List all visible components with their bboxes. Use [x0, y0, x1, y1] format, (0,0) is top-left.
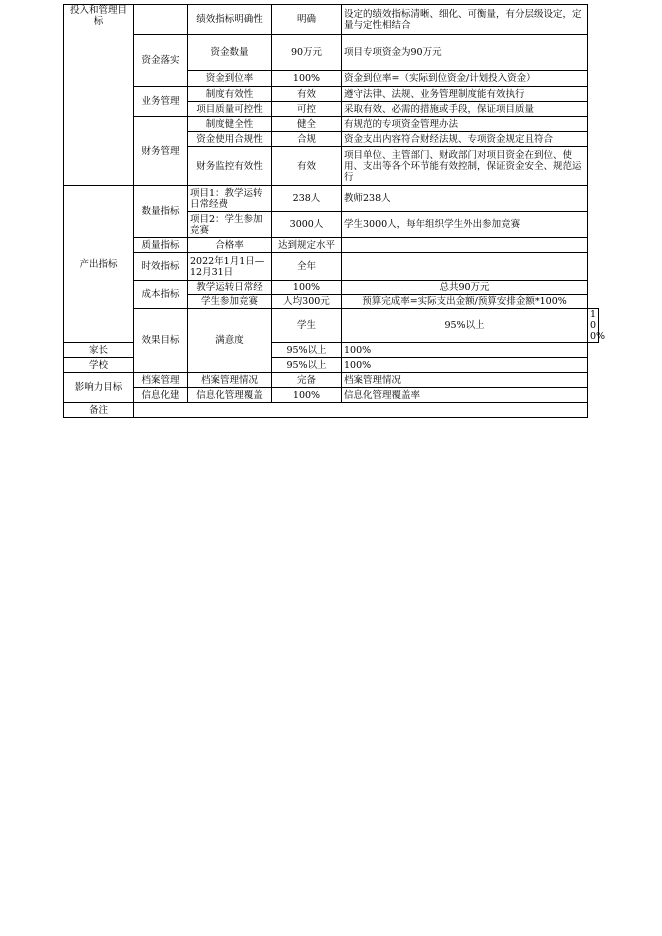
indicator-value: 明确	[272, 5, 342, 35]
indicator-desc: 遵守法律、法规、业务管理制度能有效执行	[342, 87, 588, 102]
indicator-desc: 采取有效、必需的措施或手段，保证项目质量	[342, 102, 588, 117]
indicator-desc: 资金支出内容符合财经法规、专项资金规定且符合	[342, 132, 588, 147]
indicator-desc: 总共90万元	[342, 281, 588, 295]
indicator-value: 95%以上	[272, 343, 342, 358]
indicator-desc: 资金到位率=（实际到位资金/计划投入资金）	[342, 71, 588, 87]
indicator-name: 档案管理情况	[188, 373, 272, 388]
indicator-value: 95%以上	[342, 309, 588, 343]
indicator-value: 3000人	[272, 212, 342, 238]
performance-indicator-table	[63, 4, 606, 418]
indicator-name: 教学运转日常经	[188, 281, 272, 295]
indicator-value: 100%	[272, 388, 342, 403]
table-row	[64, 117, 599, 132]
indicator-name: 资金使用合规性	[188, 132, 272, 147]
indicator-name: 资金到位率	[188, 71, 272, 87]
time-category: 时效指标	[134, 253, 188, 281]
table-row	[64, 253, 599, 281]
indicator-name: 信息化管理覆盖	[188, 388, 272, 403]
indicator-name: 项目1：教学运转日常经费	[188, 186, 272, 212]
indicator-name: 学生参加竞赛	[188, 295, 272, 309]
indicator-desc: 档案管理情况	[342, 373, 588, 388]
indicator-value: 100%	[272, 281, 342, 295]
satisfaction-category: 满意度	[188, 309, 272, 373]
table-row	[64, 87, 599, 102]
funds-category: 资金落实	[134, 35, 188, 87]
indicator-desc: 有规范的专项资金管理办法	[342, 117, 588, 132]
indicator-value: 90万元	[272, 35, 342, 71]
table-row	[64, 403, 599, 418]
indicator-name: 项目质量可控性	[188, 102, 272, 117]
table-row	[64, 5, 599, 35]
indicator-desc: 设定的绩效指标清晰、细化、可衡量，有分层级设定，定量与定性相结合	[342, 5, 588, 35]
indicator-desc: 信息化管理覆盖率	[342, 388, 588, 403]
indicator-desc: 100%	[342, 358, 588, 373]
table-row	[64, 186, 599, 212]
indicator-name: 制度有效性	[188, 87, 272, 102]
indicator-value: 100%	[272, 71, 342, 87]
quality-category: 质量指标	[134, 238, 188, 253]
indicator-value: 95%以上	[272, 358, 342, 373]
indicator-desc: 项目专项资金为90万元	[342, 35, 588, 71]
indicator-value: 全年	[272, 253, 342, 281]
cost-category: 成本指标	[134, 281, 188, 309]
output-label: 产出指标	[64, 186, 134, 343]
indicator-desc: 教师238人	[342, 186, 588, 212]
indicator-name: 合格率	[188, 238, 272, 253]
remarks-content	[134, 403, 588, 418]
indicator-value: 健全	[272, 117, 342, 132]
indicator-desc: 100%	[342, 343, 588, 358]
indicator-value: 有效	[272, 147, 342, 186]
indicator-desc: 100%	[588, 309, 599, 343]
indicator-desc	[342, 238, 588, 253]
input-management-label: 投入和管理目标	[64, 5, 134, 186]
indicator-value: 达到规定水平	[272, 238, 342, 253]
indicator-desc: 预算完成率=实际支出金额/预算安排金额*100%	[342, 295, 588, 309]
table-row	[64, 373, 599, 388]
info-category: 信息化建	[134, 388, 188, 403]
indicator-value: 人均300元	[272, 295, 342, 309]
table-row	[64, 238, 599, 253]
indicator-desc: 项目单位、主管部门、财政部门对项目资金在到位、使用、支出等各个环节能有效控制，保证资金安全、规范运行	[342, 147, 588, 186]
indicator-name: 学生	[272, 309, 342, 343]
influence-label: 影响力目标	[64, 373, 134, 403]
table-row	[64, 309, 599, 343]
indicator-desc	[342, 253, 588, 281]
empty-cell	[134, 5, 188, 35]
indicator-name: 绩效指标明确性	[188, 5, 272, 35]
archive-category: 档案管理	[134, 373, 188, 388]
quantity-category: 数量指标	[134, 186, 188, 238]
indicator-name: 制度健全性	[188, 117, 272, 132]
indicator-value: 合规	[272, 132, 342, 147]
indicator-desc: 学生3000人，每年组织学生外出参加竞赛	[342, 212, 588, 238]
business-category: 业务管理	[134, 87, 188, 117]
indicator-name: 项目2：学生参加竞赛	[188, 212, 272, 238]
indicator-name: 学校	[64, 358, 134, 373]
indicator-name: 2022年1月1日—12月31日	[188, 253, 272, 281]
indicator-value: 可控	[272, 102, 342, 117]
table-row	[64, 35, 599, 71]
indicator-value: 238人	[272, 186, 342, 212]
effect-label: 效果目标	[134, 309, 188, 373]
indicator-name: 财务监控有效性	[188, 147, 272, 186]
indicator-name: 资金数量	[188, 35, 272, 71]
indicator-value: 有效	[272, 87, 342, 102]
finance-category: 财务管理	[134, 117, 188, 186]
remarks-label: 备注	[64, 403, 134, 418]
table-row	[64, 281, 599, 295]
indicator-value: 完备	[272, 373, 342, 388]
indicator-name: 家长	[64, 343, 134, 358]
table-row	[64, 388, 599, 403]
